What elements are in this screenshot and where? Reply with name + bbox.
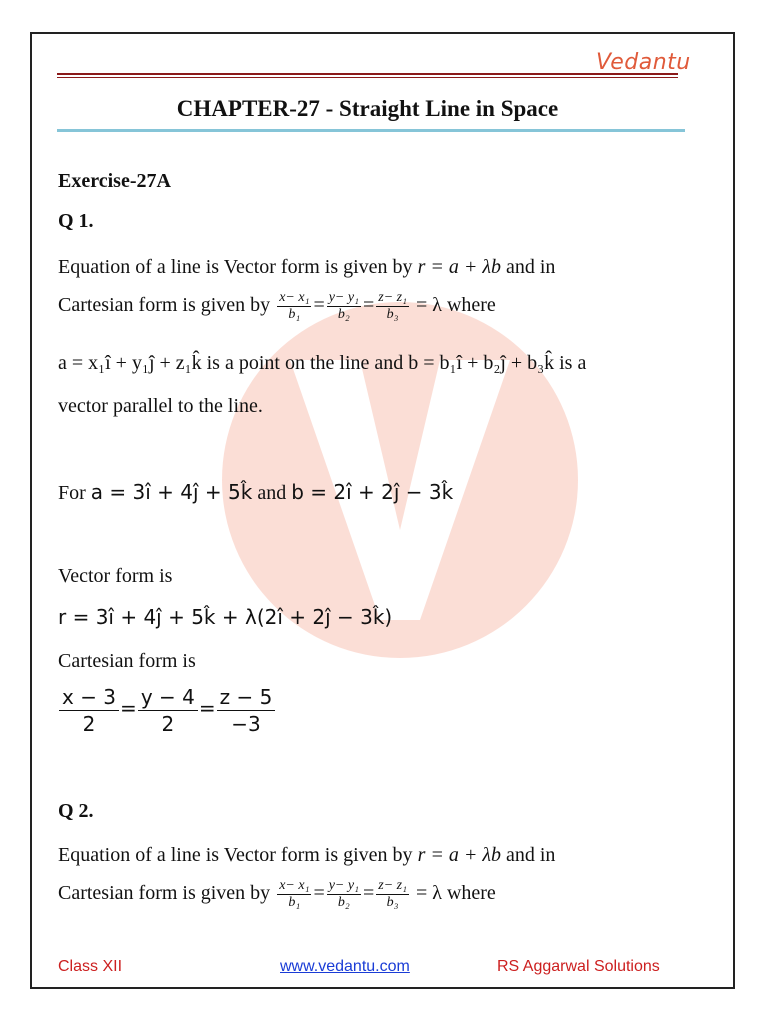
- q2-line1-text: Equation of a line is Vector form is given by: [58, 844, 413, 866]
- q1-vector-form-label: Vector form is: [58, 565, 173, 587]
- q1-line1-text: Equation of a line is Vector form is given by: [58, 256, 413, 278]
- q1-frac-x-den: b₁: [288, 307, 301, 322]
- title-rule: [57, 129, 685, 132]
- q1-for-line: [58, 480, 453, 505]
- q1-cart-num-y: y − 4: [138, 684, 198, 711]
- q1-vector-form-eq: r = 3î + 4ĵ + 5k̂ + λ(2î + 2ĵ − 3k̂): [58, 605, 393, 629]
- footer-book-title: RS Aggarwal Solutions: [497, 958, 660, 975]
- q2-frac-x-num: x− x₁: [279, 878, 310, 893]
- q2-frac-y-den: b₂: [337, 895, 350, 910]
- q1-line1-end: and in: [506, 256, 556, 278]
- q1-cart-den-z: −3: [231, 712, 261, 736]
- q1-cartesian-eq: $\frac{x - 3}{2}$ = $\frac{y - 4}{2}$ = $\frac{z - 5}{-3}$: [58, 684, 276, 737]
- q2-frac-y: [327, 878, 361, 911]
- q1-frac-z-num: z− z₁: [378, 290, 407, 305]
- q1-frac-y: [327, 290, 361, 323]
- header-rule-thin: [57, 77, 678, 78]
- q1-for-eq-b: b = 2î + 2ĵ − 3k̂: [291, 480, 454, 504]
- exercise-heading: Exercise-27A: [58, 170, 171, 192]
- q2-frac-z-num: z− z₁: [378, 878, 407, 893]
- q1-line2-text: Cartesian form is given by: [58, 294, 271, 317]
- q1-for-eq-a: a = 3î + 4ĵ + 5k̂: [90, 480, 253, 504]
- q1-cart-den-y: 2: [161, 712, 175, 736]
- q1-frac-x-num: x− x₁: [279, 290, 310, 305]
- vedantu-logo: Vedantu: [596, 50, 691, 75]
- header-rule: [57, 73, 678, 75]
- q1-line4: vector parallel to the line.: [58, 395, 263, 417]
- q2-vector-eq: r = a + λb: [417, 844, 501, 866]
- q1-label: Q 1.: [58, 210, 94, 232]
- q2-label: Q 2.: [58, 800, 94, 822]
- q1-cartesian-form-label: Cartesian form is: [58, 650, 196, 672]
- q1-line2: Cartesian form is given by $\frac{\text{x− x₁}}{\text{b₁}}$ = $\frac{\text{y− y₁}}{\text{b₂}}$ = $\frac{\text{z− z₁}}{\text{b₃}}$ = λ where: [58, 290, 496, 322]
- q2-frac-z: [376, 878, 409, 911]
- q2-frac-x: [277, 878, 311, 911]
- q1-cart-den-x: 2: [82, 712, 96, 736]
- q1-frac-y-den: b₂: [337, 307, 350, 322]
- q1-frac-x: [277, 290, 311, 323]
- q1-vector-eq: r = a + λb: [417, 256, 501, 278]
- q1-cart-num-z: z − 5: [217, 684, 276, 711]
- q1-for-and: and: [257, 482, 287, 504]
- q2-line2: Cartesian form is given by $\frac{\text{x− x₁}}{\text{b₁}}$ = $\frac{\text{y− y₁}}{\text{b₂}}$ = $\frac{\text{z− z₁}}{\text{b₃}}$ = λ where: [58, 878, 496, 910]
- q1-cart-frac-y: [138, 684, 198, 737]
- q2-line1: [58, 844, 555, 867]
- q2-line2-end: = λ where: [415, 882, 496, 905]
- q2-frac-z-den: b₃: [386, 895, 399, 910]
- q1-cart-frac-z: [217, 684, 276, 737]
- q1-cart-frac-x: [59, 684, 119, 737]
- footer-class: Class XII: [58, 958, 123, 975]
- q2-line2-text: Cartesian form is given by: [58, 882, 271, 905]
- q1-line1: [58, 256, 555, 279]
- q1-frac-y-num: y− y₁: [328, 290, 359, 305]
- q2-line1-end: and in: [506, 844, 556, 866]
- q1-cart-num-x: x − 3: [59, 684, 119, 711]
- q1-frac-z-den: b₃: [386, 307, 399, 322]
- q2-frac-x-den: b₁: [288, 895, 301, 910]
- q1-frac-z: [376, 290, 409, 323]
- q1-line2-end: = λ where: [415, 294, 496, 317]
- footer-website-link[interactable]: www.vedantu.com: [280, 958, 410, 975]
- page-title: CHAPTER-27 - Straight Line in Space: [176, 96, 559, 121]
- q2-frac-y-num: y− y₁: [328, 878, 359, 893]
- q1-line3: a = x₁î + y₁ĵ + z₁k̂ is a point on the line and b = b₁î + b₂ĵ + b₃k̂ is a: [58, 352, 587, 374]
- q1-for-label: For: [58, 482, 86, 504]
